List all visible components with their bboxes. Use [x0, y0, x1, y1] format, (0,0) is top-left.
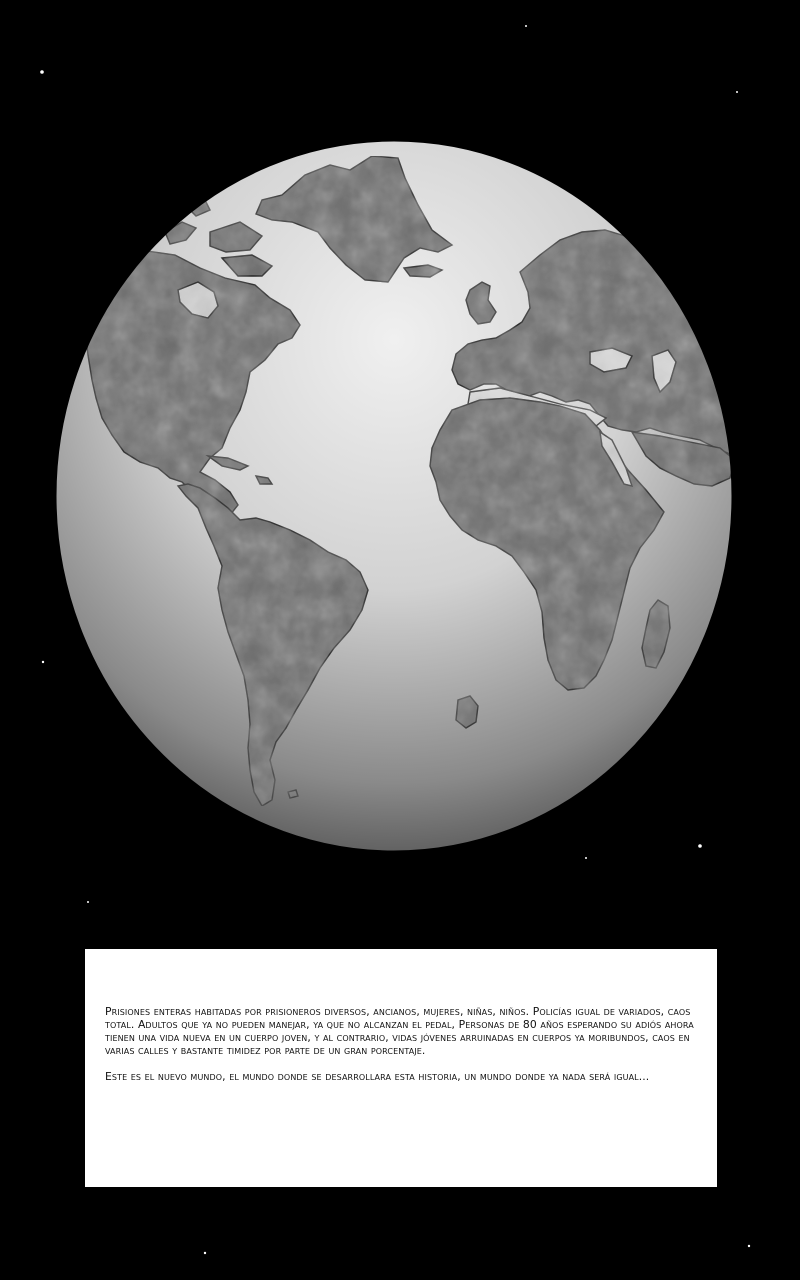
star — [87, 901, 89, 903]
caption-paragraph-2: Este es el nuevo mundo, el mundo donde se desarrollara esta historia, un mundo donde ya nada será igual... — [105, 1070, 650, 1083]
star — [748, 1245, 750, 1247]
star — [204, 1252, 206, 1254]
falklands — [288, 790, 298, 798]
narration-caption-box — [85, 949, 717, 1187]
caption-paragraph-1: Prisiones enteras habitadas por prisioneros diversos, ancianos, mujeres, niñas, niños. Policías igual de variados, caos total. Adultos que ya no pueden manejar, ya que no alcanzan el pedal, Personas de 80 años esperando su adiós ahora tienen una vida nueva en un cuerpo joven, y al contrario, vidas jóvenes arruinadas en cuerpos ya moribundos, caos en varias calles y bastante timidez por parte de un gran porcentaje. — [105, 1005, 694, 1057]
south-georgia — [456, 696, 478, 728]
